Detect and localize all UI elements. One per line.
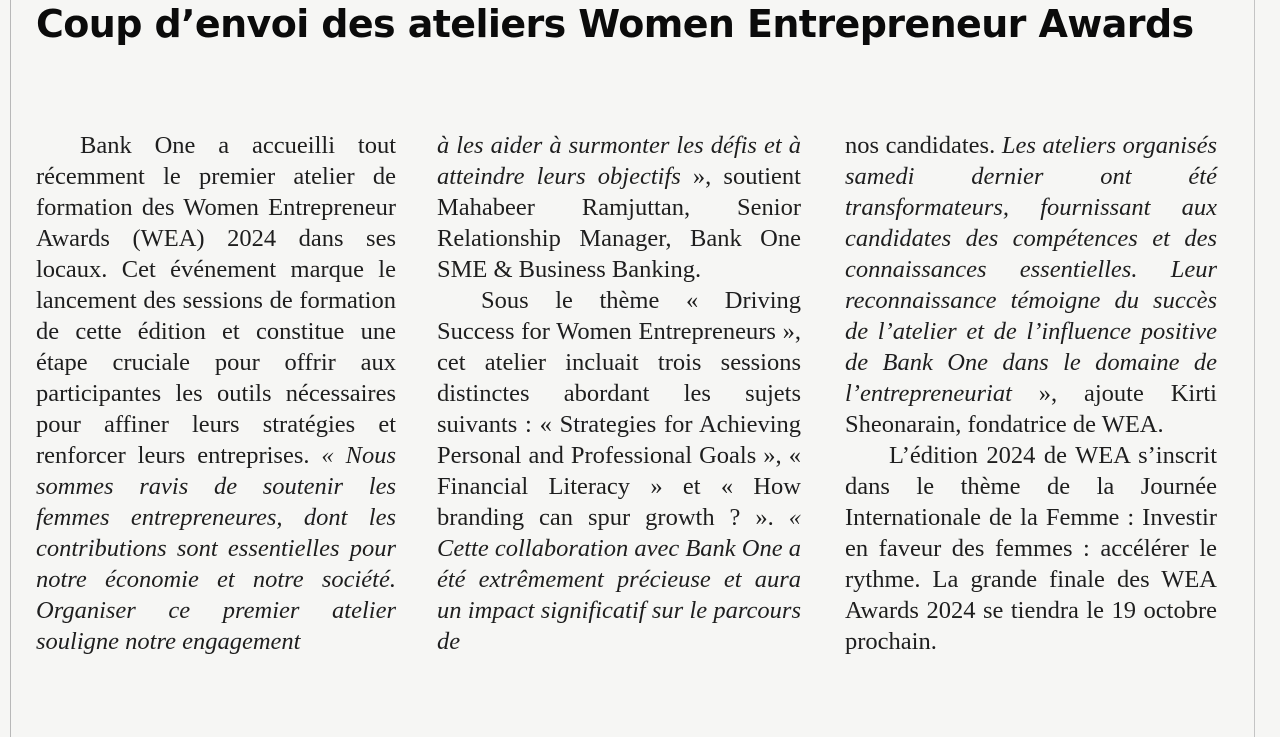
column-3-quote: Les ateliers organisés samedi dernier ont été transformateurs, fournissant aux candidates des compétences et des connaissances essentielles. Leur reconnaissance témoigne du succès de l’atelier et de l’influence positive de Bank One dans le domaine de l’entrepreneuriat	[845, 132, 1217, 407]
column-2-quote: « Cette collaboration avec Bank One a été extrêmement précieuse et aura un impact significatif sur le parcours de	[437, 504, 801, 655]
column-2-paragraph-2	[437, 285, 801, 657]
column-1-paragraph	[36, 130, 396, 657]
column-2-attribution: », soutient Mahabeer Ramjuttan, Senior Relationship Manager, Bank One SME & Business Banking.	[437, 163, 801, 283]
column-2-quote-end: à les aider à surmonter les défis et à atteindre leurs objectifs	[437, 132, 801, 190]
column-3-attribution: », ajoute Kirti Sheonarain, fondatrice de WEA.	[845, 380, 1217, 438]
column-3-text-start: nos candidates.	[845, 132, 1002, 159]
article-headline: Coup d’envoi des ateliers Women Entrepreneur Awards	[36, 2, 1194, 46]
column-1-text: Bank One a accueilli tout récemment le premier atelier de formation des Women Entrepreneur Awards (WEA) 2024 dans ses locaux. Cet événement marque le lancement des sessions de formation de cette édition et constitue une étape cruciale pour offrir aux participantes les outils nécessaires pour affiner leurs stratégies et renforcer leurs entreprises.	[36, 132, 396, 469]
article-column-1	[36, 130, 396, 657]
column-3-paragraph-1	[845, 130, 1217, 440]
column-1-quote: « Nous sommes ravis de soutenir les femmes entrepreneures, dont les contributions sont essentielles pour notre économie et notre société. Organiser ce premier atelier souligne notre engagement	[36, 442, 396, 655]
right-column-rule	[1254, 0, 1255, 737]
column-2-paragraph-1	[437, 130, 801, 285]
article-column-3	[845, 130, 1217, 657]
article-column-2	[437, 130, 801, 657]
left-column-rule	[10, 0, 11, 737]
column-3-paragraph-2: L’édition 2024 de WEA s’inscrit dans le thème de la Journée Internationale de la Femme : Investir en faveur des femmes : accélérer le rythme. La grande finale des WEA Awards 2024 se tiendra le 19 octobre prochain.	[845, 442, 1217, 655]
column-2-text: Sous le thème « Driving Success for Women Entrepreneurs », cet atelier incluait trois sessions distinctes abordant les sujets suivants : « Strategies for Achieving Personal and Professional Goals », « Financial Literacy » et « How branding can spur growth ? ».	[437, 287, 801, 531]
